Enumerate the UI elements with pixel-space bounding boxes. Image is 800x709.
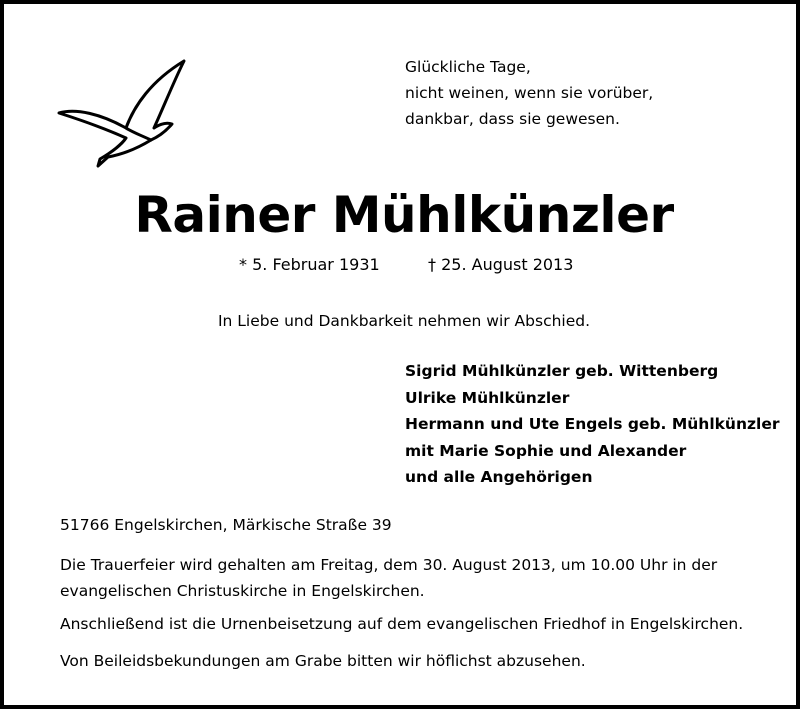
death-date: † 25. August 2013	[428, 255, 574, 274]
poem-line: dankbar, dass sie gewesen.	[405, 110, 620, 128]
poem-line: nicht weinen, wenn sie vorüber,	[405, 84, 654, 102]
mourner: Hermann und Ute Engels geb. Mühlkünzler	[405, 415, 780, 433]
mourner: mit Marie Sophie und Alexander	[405, 441, 687, 460]
mourner: Ulrike Mühlkünzler	[405, 388, 570, 407]
condolence-note: Von Beileidsbekundungen am Grabe bitten wir höflichst abzusehen.	[60, 652, 586, 670]
deceased-name: Rainer Mühlkünzler	[134, 186, 674, 244]
mourners-list	[405, 358, 780, 491]
funeral-service-info: Die Trauerfeier wird gehalten am Freitag, dem 30. August 2013, um 10.00 Uhr in der evangelischen Christuskirche in Engelskirchen.	[60, 556, 718, 600]
farewell-line: In Liebe und Dankbarkeit nehmen wir Abschied.	[217, 312, 591, 330]
flying-bird-icon	[56, 56, 192, 172]
address: 51766 Engelskirchen, Märkische Straße 39	[60, 516, 392, 534]
mourner: Sigrid Mühlkünzler geb. Wittenberg	[405, 362, 719, 380]
birth-date: * 5. Februar 1931	[239, 255, 380, 274]
poem-line: Glückliche Tage,	[405, 58, 531, 76]
mourner: und alle Angehörigen	[405, 468, 593, 486]
urn-burial-info: Anschließend ist die Urnenbeisetzung auf dem evangelischen Friedhof in Engelskirchen.	[60, 615, 744, 633]
poem	[405, 54, 653, 132]
